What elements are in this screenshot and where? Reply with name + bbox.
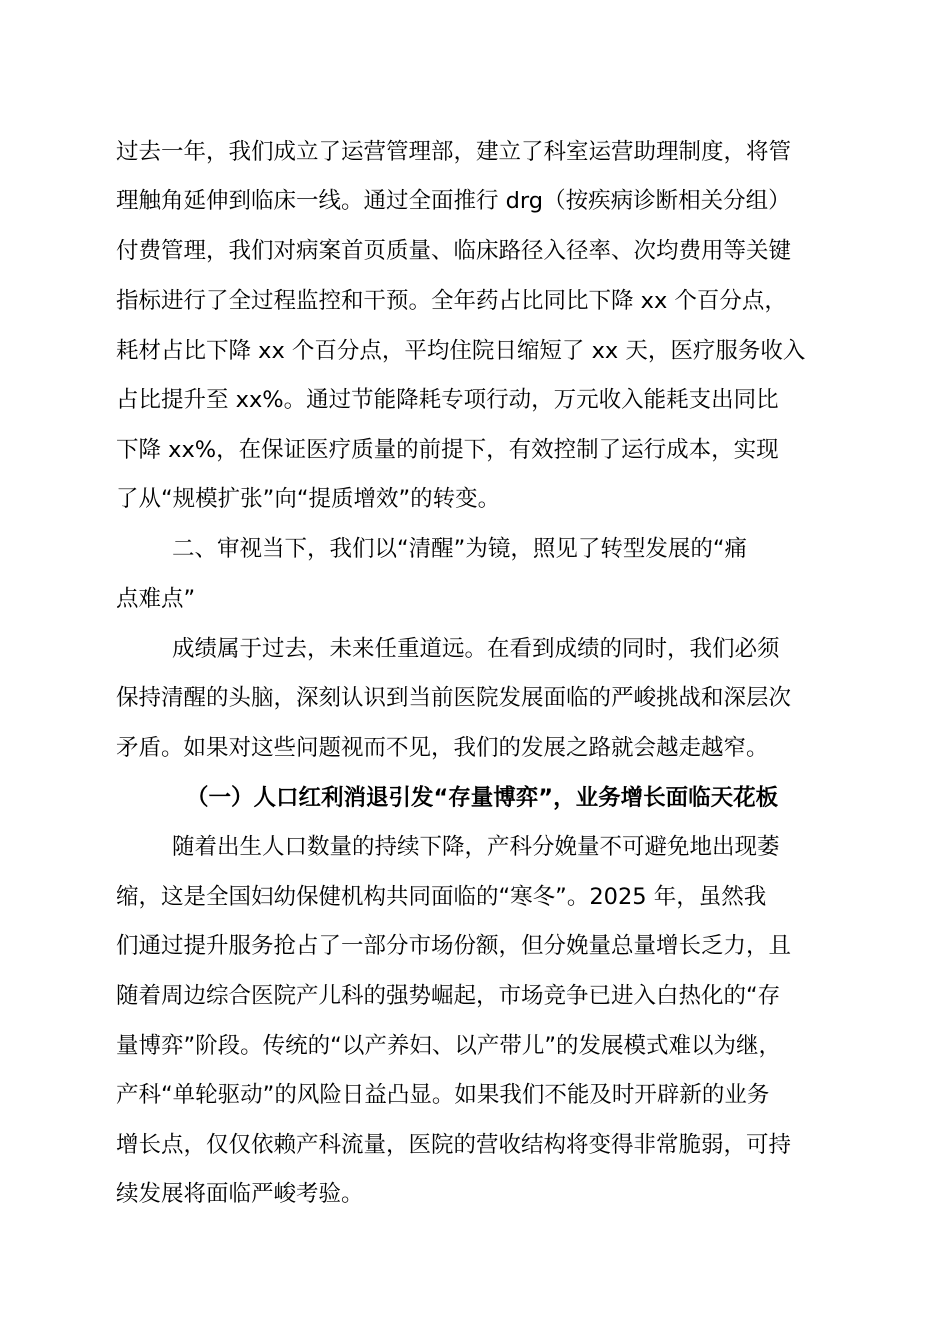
text-line: 理触角延伸到临床一线。通过全面推行 drg（按疾病诊断相关分组） <box>116 188 791 214</box>
text-line: 了从“规模扩张”向“提质增效”的转变。 <box>116 486 501 512</box>
text-line: 随着周边综合医院产儿科的强势崛起，市场竞争已进入白热化的“存 <box>116 983 781 1009</box>
text-line: 成绩属于过去，未来任重道远。在看到成绩的同时，我们必须 <box>172 636 780 662</box>
text-line: 随着出生人口数量的持续下降，产科分娩量不可避免地出现萎 <box>172 834 780 860</box>
text-line: 付费管理，我们对病案首页质量、临床路径入径率、次均费用等关键 <box>116 238 792 264</box>
text-line: 耗材占比下降 xx 个百分点，平均住院日缩短了 xx 天，医疗服务收入 <box>116 338 806 364</box>
subsection-heading: （一）人口红利消退引发“存量博弈”，业务增长面临天花板 <box>186 785 779 811</box>
section-title: 点难点” <box>116 586 196 612</box>
text-line: 保持清醒的头脑，深刻认识到当前医院发展面临的严峻挑战和深层次 <box>116 685 792 711</box>
text-line: 指标进行了全过程监控和干预。全年药占比同比下降 xx 个百分点， <box>116 288 787 314</box>
text-line: 占比提升至 xx%。通过节能降耗专项行动，万元收入能耗支出同比 <box>116 387 779 413</box>
text-line: 过去一年，我们成立了运营管理部，建立了科室运营助理制度，将管 <box>116 139 792 165</box>
text-line: 们通过提升服务抢占了一部分市场份额，但分娩量总量增长乏力，且 <box>116 933 792 959</box>
text-line: 缩，这是全国妇幼保健机构共同面临的“寒冬”。2025 年，虽然我 <box>116 884 767 910</box>
text-line: 增长点，仅仅依赖产科流量，医院的营收结构将变得非常脆弱，可持 <box>116 1132 792 1158</box>
text-line: 下降 xx%，在保证医疗质量的前提下，有效控制了运行成本，实现 <box>116 437 779 463</box>
text-line: 矛盾。如果对这些问题视而不见，我们的发展之路就会越走越窄。 <box>116 735 769 761</box>
text-line: 产科“单轮驱动”的风险日益凸显。如果我们不能及时开辟新的业务 <box>116 1082 770 1108</box>
text-line: 续发展将面临严峻考验。 <box>116 1181 364 1207</box>
text-line: 量博弈”阶段。传统的“以产养妇、以产带儿”的发展模式难以为继， <box>116 1033 781 1059</box>
section-title: 二、审视当下，我们以“清醒”为镜，照见了转型发展的“痛 <box>172 536 747 562</box>
